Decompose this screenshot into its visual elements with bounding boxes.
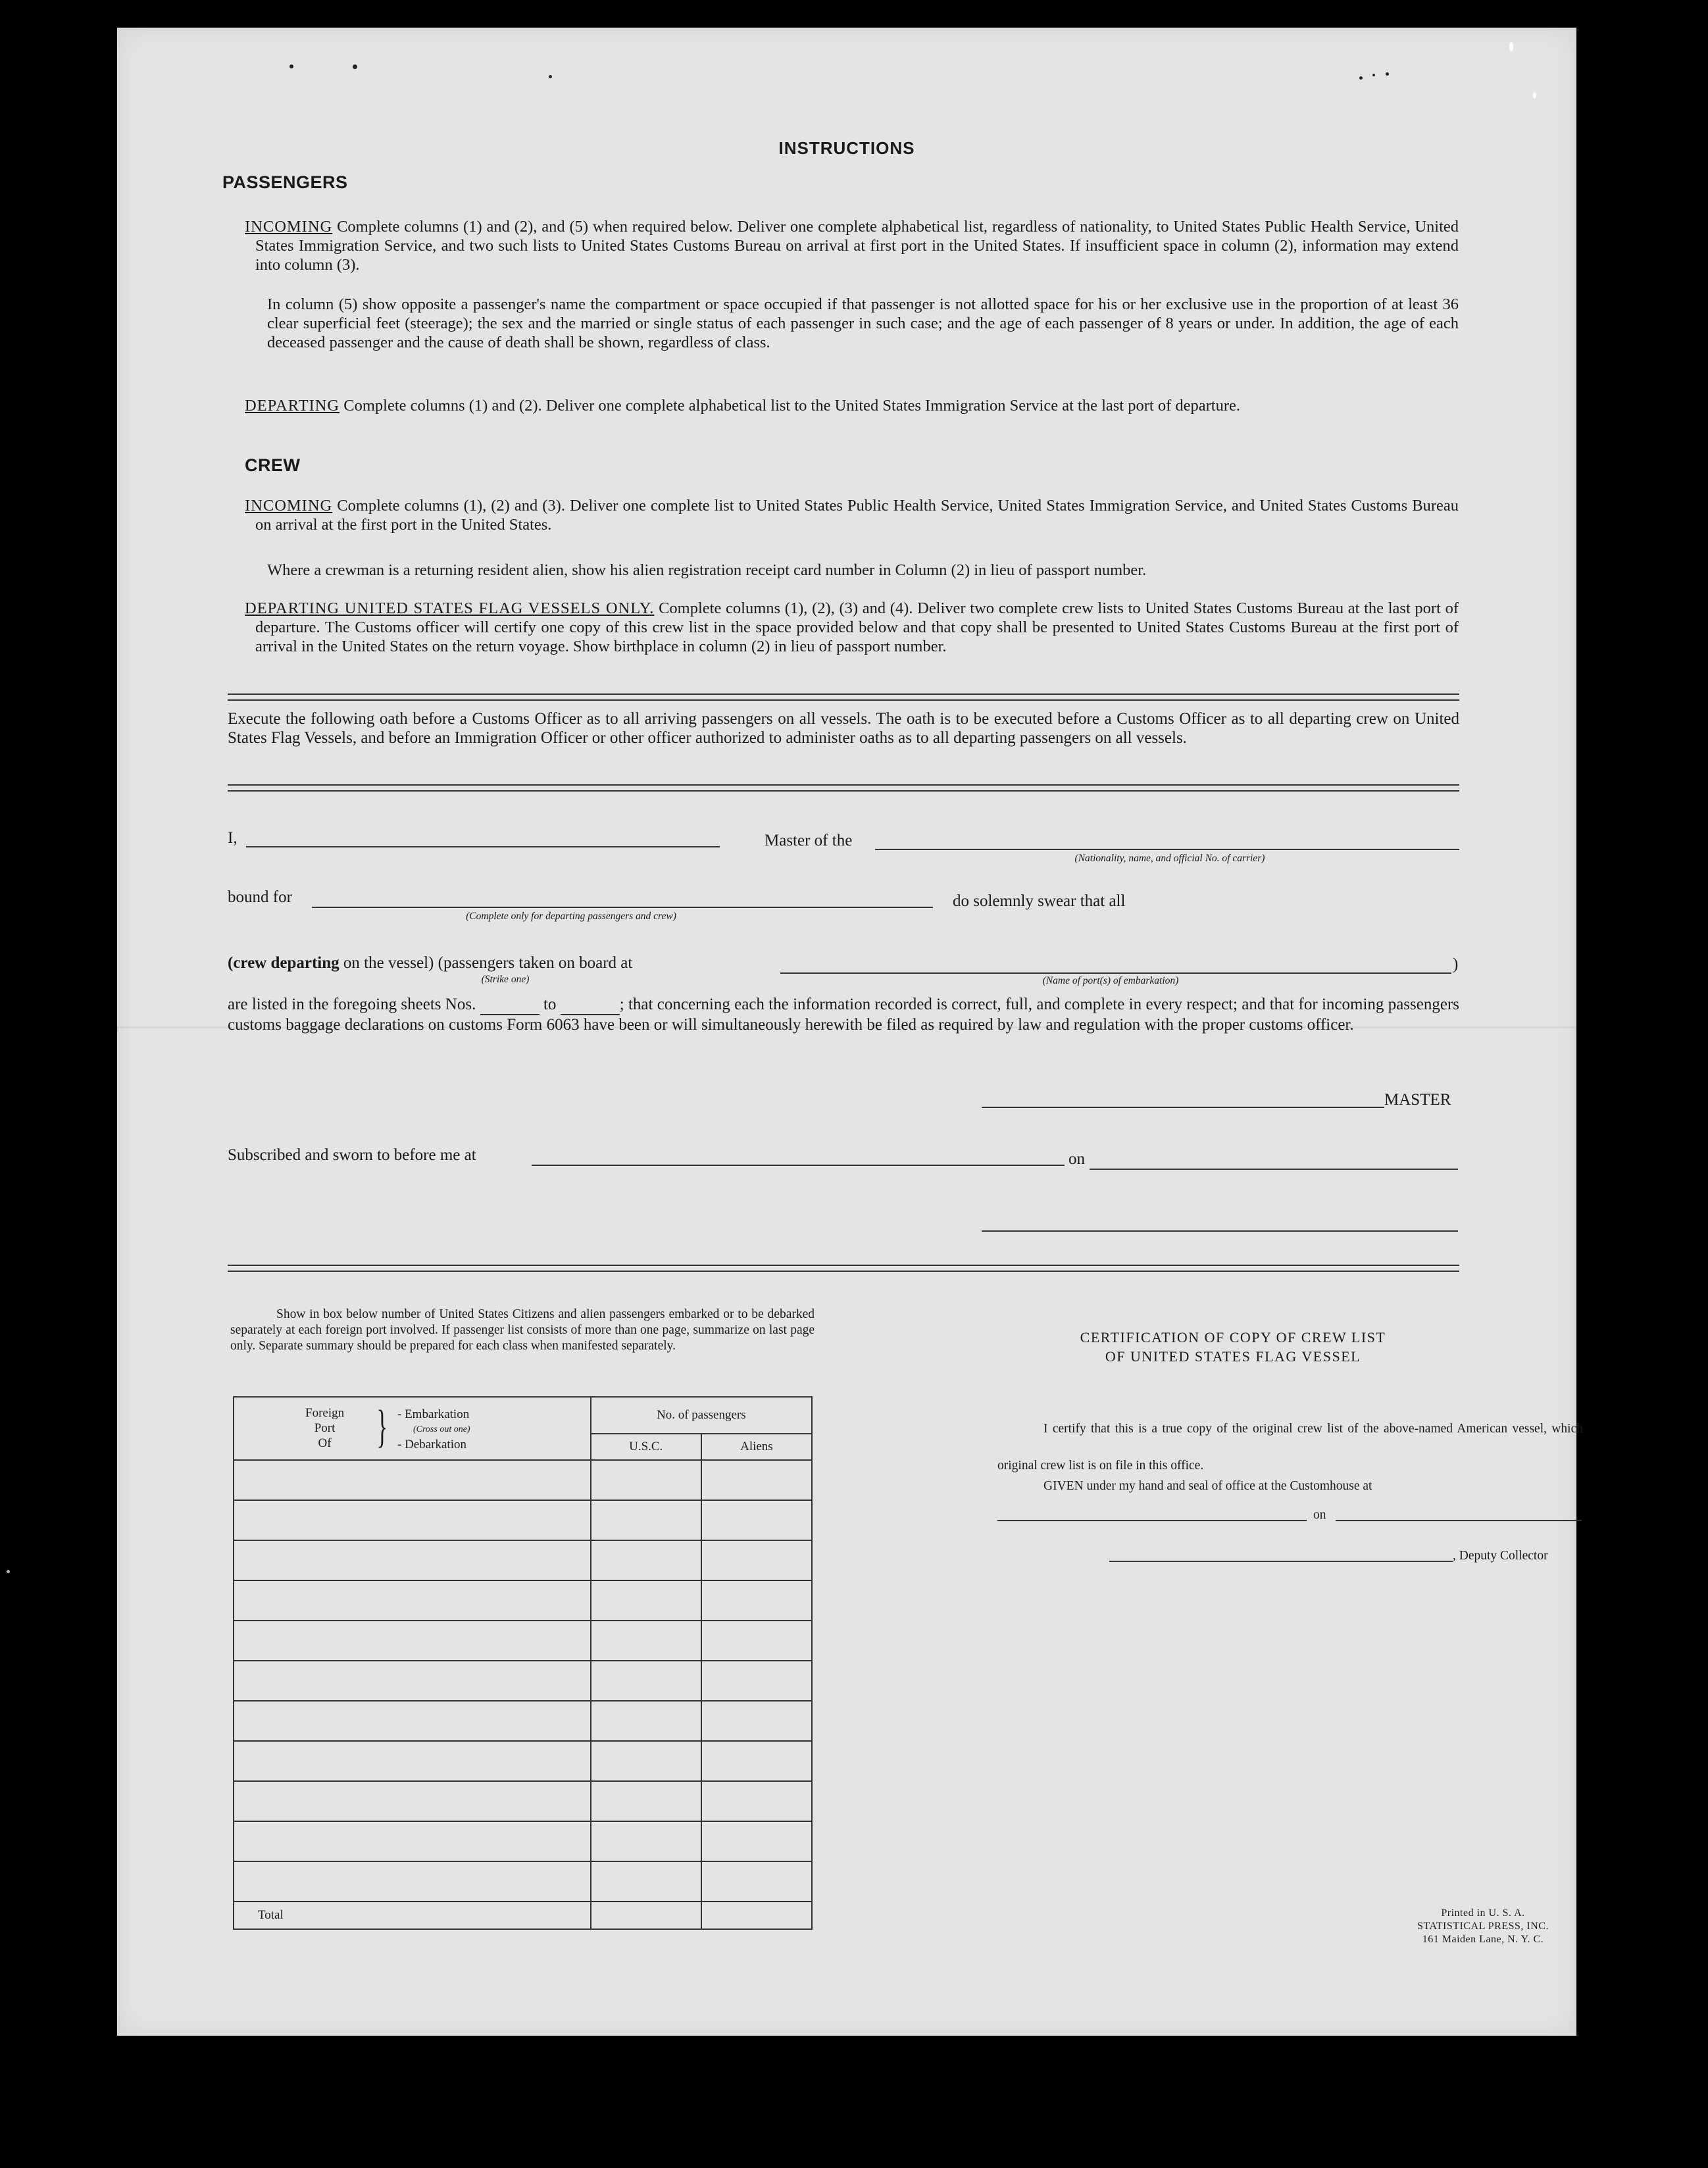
table-row bbox=[234, 1781, 812, 1821]
bound-for-field[interactable] bbox=[312, 907, 933, 908]
aliens-cell[interactable] bbox=[701, 1580, 812, 1621]
given-text: GIVEN under my hand and seal of office at the Customhouse at bbox=[1043, 1479, 1372, 1493]
aliens-cell[interactable] bbox=[701, 1701, 812, 1741]
speck bbox=[1386, 72, 1389, 76]
summary-rows bbox=[234, 1460, 812, 1902]
aliens-header: Aliens bbox=[701, 1434, 812, 1460]
speck bbox=[1533, 92, 1536, 99]
table-row bbox=[234, 1661, 812, 1701]
usc-cell[interactable] bbox=[591, 1741, 701, 1781]
passenger-summary-table bbox=[233, 1396, 813, 1930]
usc-cell[interactable] bbox=[591, 1540, 701, 1580]
form-sheet bbox=[117, 28, 1583, 2036]
passengers-departing-text: Complete columns (1) and (2). Deliver one complete alphabetical list to the United States Immigration Service at the last port of departure. bbox=[343, 397, 1240, 415]
printer-line2: STATISTICAL PRESS, INC. bbox=[1417, 1921, 1549, 1932]
page-title: INSTRUCTIONS bbox=[778, 138, 915, 158]
usc-cell[interactable] bbox=[591, 1500, 701, 1540]
oath-listed-paragraph bbox=[228, 995, 1459, 1034]
table-row bbox=[234, 1821, 812, 1861]
certification-heading bbox=[983, 1328, 1483, 1366]
oath-i-label: I, bbox=[228, 829, 238, 847]
speck bbox=[7, 1570, 10, 1573]
table-row bbox=[234, 1460, 812, 1500]
master-label: MASTER bbox=[1384, 1091, 1451, 1109]
sheet-from-field[interactable] bbox=[480, 995, 540, 1015]
total-usc-cell[interactable] bbox=[591, 1902, 701, 1929]
table-row bbox=[234, 1621, 812, 1661]
total-label: Total bbox=[234, 1902, 591, 1929]
total-aliens-cell[interactable] bbox=[701, 1902, 812, 1929]
master-of-label: Master of the bbox=[765, 832, 853, 849]
usc-cell[interactable] bbox=[591, 1821, 701, 1861]
aliens-cell[interactable] bbox=[701, 1460, 812, 1500]
certification-heading-line2: OF UNITED STATES FLAG VESSEL bbox=[1105, 1348, 1361, 1365]
officer-signature-field[interactable] bbox=[982, 1230, 1458, 1232]
port-cell[interactable] bbox=[234, 1580, 591, 1621]
passengers-heading: PASSENGERS bbox=[222, 172, 348, 192]
usc-cell[interactable] bbox=[591, 1661, 701, 1701]
passengers-departing-lead: DEPARTING bbox=[245, 397, 340, 415]
table-row bbox=[234, 1861, 812, 1902]
speck bbox=[1372, 74, 1375, 76]
aliens-cell[interactable] bbox=[701, 1861, 812, 1902]
speck bbox=[1509, 42, 1513, 51]
crew-passengers-line bbox=[228, 954, 632, 972]
summary-instructions: Show in box below number of United States Citizens and alien passengers embarked or to be debarked separately at each foreign port involved. If passenger list consists of more than one page, summarize on last page only. Separate summary should be prepared for each class when manifested separately. bbox=[230, 1307, 815, 1353]
aliens-cell[interactable] bbox=[701, 1540, 812, 1580]
bound-for-label: bound for bbox=[228, 888, 292, 906]
usc-cell[interactable] bbox=[591, 1580, 701, 1621]
strike-one-caption: (Strike one) bbox=[481, 974, 530, 985]
carrier-field[interactable] bbox=[875, 849, 1459, 850]
aliens-cell[interactable] bbox=[701, 1661, 812, 1701]
nationality-caption: (Nationality, name, and official No. of carrier) bbox=[1074, 853, 1265, 864]
certify-text: I certify that this is a true copy of the original crew list of the above-named American vessel, which original crew list is on file in this office. bbox=[997, 1422, 1583, 1473]
speck bbox=[1359, 76, 1363, 80]
usc-cell[interactable] bbox=[591, 1861, 701, 1902]
port-cell[interactable] bbox=[234, 1540, 591, 1580]
crew-departing-lead: DEPARTING UNITED STATES FLAG VESSELS ONLY. bbox=[245, 599, 655, 617]
port-header-cell bbox=[234, 1397, 591, 1460]
close-paren: ) bbox=[1453, 955, 1459, 973]
crew-departing-label: (crew departing bbox=[228, 954, 339, 972]
port-cell[interactable] bbox=[234, 1701, 591, 1741]
master-name-field[interactable] bbox=[246, 846, 720, 847]
sheet-to-field[interactable] bbox=[561, 995, 620, 1015]
embarkation-option[interactable]: - Embarkation bbox=[397, 1407, 470, 1421]
oath-intro: Execute the following oath before a Customs Officer as to all arriving passengers on all vessels. The oath is to be executed before a Customs Officer as to all departing crew on United States Flag Vessels, and before an Immigration Officer or other officer authorized to administer oaths as to all departing passengers on all vessels. bbox=[228, 710, 1459, 747]
double-rule-middle bbox=[228, 784, 1459, 792]
usc-cell[interactable] bbox=[591, 1781, 701, 1821]
crew-incoming-lead: INCOMING bbox=[245, 497, 333, 515]
passengers-column5-paragraph: In column (5) show opposite a passenger's name the compartment or space occupied if that passenger is not allotted space for his or her exclusive use in the proportion of at least 36 clear superficial feet (steerage); the sex and the married or single status of each passenger in such case; and the age of each passenger of 8 years or under. In addition, the age of each deceased passenger and the cause of death shall be shown, regardless of class. bbox=[267, 295, 1459, 351]
deputy-collector-signature[interactable] bbox=[1109, 1561, 1453, 1562]
port-caption: (Name of port(s) of embarkation) bbox=[1042, 975, 1179, 986]
double-rule-top bbox=[228, 693, 1459, 701]
aliens-cell[interactable] bbox=[701, 1500, 812, 1540]
port-cell[interactable] bbox=[234, 1500, 591, 1540]
port-cell[interactable] bbox=[234, 1460, 591, 1500]
speck bbox=[353, 64, 357, 69]
double-rule-bottom bbox=[228, 1265, 1459, 1272]
swear-label: do solemnly swear that all bbox=[953, 892, 1126, 910]
bound-for-caption: (Complete only for departing passengers and crew) bbox=[466, 911, 676, 922]
on-the-vessel-label: on the vessel) bbox=[343, 954, 434, 972]
aliens-cell[interactable] bbox=[701, 1781, 812, 1821]
brace-glyph: } bbox=[376, 1401, 388, 1452]
port-word: Port bbox=[314, 1421, 336, 1435]
sworn-date-field[interactable] bbox=[1090, 1169, 1458, 1170]
aliens-cell[interactable] bbox=[701, 1621, 812, 1661]
debarkation-option[interactable]: - Debarkation bbox=[397, 1438, 466, 1451]
usc-cell[interactable] bbox=[591, 1621, 701, 1661]
certification-date-field[interactable] bbox=[1336, 1520, 1582, 1521]
crew-departing-paragraph bbox=[245, 599, 1459, 656]
table-row bbox=[234, 1580, 812, 1621]
printer-line3: 161 Maiden Lane, N. Y. C. bbox=[1422, 1934, 1544, 1945]
passengers-incoming-text: Complete columns (1) and (2), and (5) when required below. Deliver one complete alphabetical list, regardless of nationality, to United States Public Health Service, United States Immigration Service, and two such lists to United States Customs Bureau on arrival at first port in the United States. If insufficient space in column (2), information may extend into column (3). bbox=[255, 218, 1459, 274]
port-cell[interactable] bbox=[234, 1621, 591, 1661]
table-row bbox=[234, 1500, 812, 1540]
listed-to: to bbox=[543, 996, 557, 1013]
no-of-passengers-header: No. of passengers bbox=[591, 1397, 812, 1434]
table-row bbox=[234, 1540, 812, 1580]
passengers-incoming-lead: INCOMING bbox=[245, 218, 333, 236]
crew-departing-text: Complete columns (1), (2), (3) and (4). Deliver two complete crew lists to United States Customs Bureau at the last port of departure. The Customs officer will certify one copy of this crew list in the space provided below and that copy shall be presented to United States Customs Bureau at the first port of arrival in the United States on the return voyage. Show birthplace in column (2) in lieu of passport number. bbox=[255, 599, 1459, 655]
usc-header: U.S.C. bbox=[591, 1434, 701, 1460]
crew-incoming-text: Complete columns (1), (2) and (3). Deliver one complete list to United States Public Health Service, United States Immigration Service, and United States Customs Bureau on arrival at the first port in the United States. bbox=[255, 497, 1459, 534]
certification-on-label: on bbox=[1313, 1508, 1326, 1522]
aliens-cell[interactable] bbox=[701, 1821, 812, 1861]
usc-cell[interactable] bbox=[591, 1460, 701, 1500]
speck bbox=[289, 64, 293, 68]
table-row bbox=[234, 1741, 812, 1781]
embark-debark-options bbox=[397, 1407, 470, 1452]
embarkation-port-field[interactable] bbox=[780, 972, 1451, 974]
crew-resident-paragraph: Where a crewman is a returning resident alien, show his alien registration receipt card number in Column (2) in lieu of passport number. bbox=[267, 561, 1147, 579]
passengers-departing-paragraph bbox=[245, 396, 1459, 415]
customhouse-field[interactable] bbox=[997, 1520, 1307, 1521]
listed-text-2: ; that concerning each the information recorded is correct, full, and complete in every respect; and that for incoming passengers customs baggage declarations on customs Form 6063 have been or will simultaneously herewith be filed as required by law and regulation with the proper customs officer. bbox=[228, 996, 1459, 1034]
port-cell[interactable] bbox=[234, 1781, 591, 1821]
subscribed-label: Subscribed and sworn to before me at bbox=[228, 1146, 476, 1164]
crew-heading: CREW bbox=[245, 455, 301, 475]
sworn-on-label: on bbox=[1068, 1150, 1085, 1168]
table-row bbox=[234, 1701, 812, 1741]
foreign-port-of bbox=[305, 1405, 344, 1451]
port-cell[interactable] bbox=[234, 1821, 591, 1861]
foreign-word: Foreign bbox=[305, 1406, 345, 1420]
passengers-taken-label: (passengers taken on board at bbox=[438, 954, 633, 972]
crew-incoming-paragraph bbox=[245, 496, 1459, 534]
usc-cell[interactable] bbox=[591, 1701, 701, 1741]
port-cell[interactable] bbox=[234, 1741, 591, 1781]
speck bbox=[549, 75, 552, 78]
of-word: Of bbox=[318, 1436, 332, 1450]
aliens-cell[interactable] bbox=[701, 1741, 812, 1781]
cross-out-caption: (Cross out one) bbox=[413, 1424, 470, 1434]
printer-line1: Printed in U. S. A. bbox=[1441, 1907, 1525, 1919]
printer-imprint bbox=[1365, 1907, 1601, 1946]
passengers-incoming-paragraph bbox=[245, 217, 1459, 274]
port-cell[interactable] bbox=[234, 1861, 591, 1902]
sworn-place-field[interactable] bbox=[532, 1165, 1065, 1166]
port-cell[interactable] bbox=[234, 1661, 591, 1701]
deputy-collector-label: , Deputy Collector bbox=[1453, 1549, 1548, 1563]
master-signature-field[interactable] bbox=[982, 1107, 1384, 1108]
listed-text-1: are listed in the foregoing sheets Nos. bbox=[228, 996, 476, 1013]
certification-heading-line1: CERTIFICATION OF COPY OF CREW LIST bbox=[1080, 1329, 1386, 1346]
